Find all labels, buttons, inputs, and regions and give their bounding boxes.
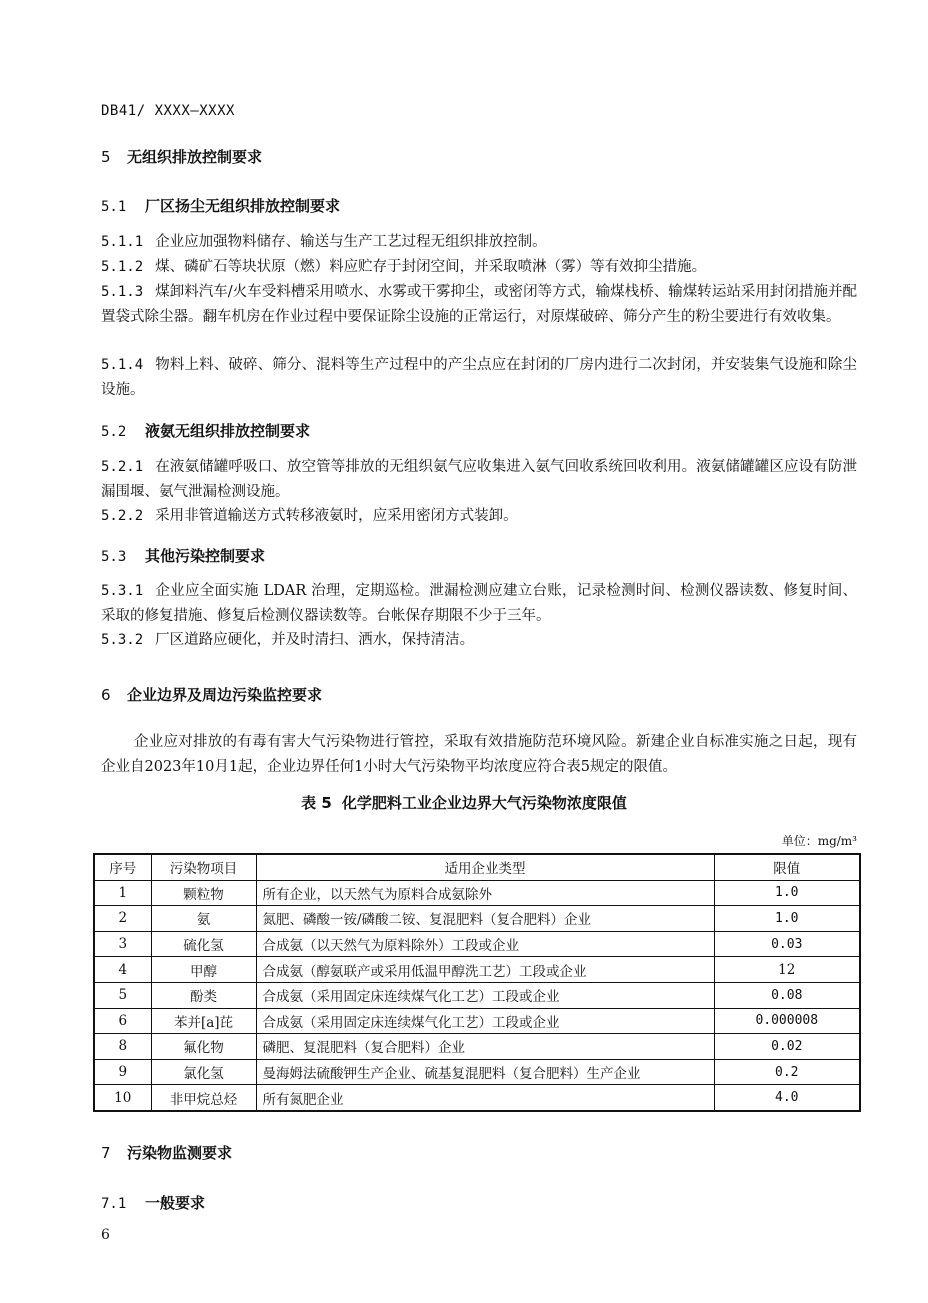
table-unit: 单位：mg/m³: [781, 834, 857, 848]
section-number: 5: [101, 148, 111, 166]
page-number: 6: [101, 1227, 110, 1243]
section-number: 6: [101, 686, 111, 704]
clause-text: 煤、磷矿石等块状原（燃）料应贮存于封闭空间，并采取喷淋（雾）等有效抑尘措施。: [155, 259, 707, 275]
clause-5-2-2: [101, 504, 857, 529]
pollutant-limits-table: [93, 853, 861, 1112]
cell-limit: 0.000008: [714, 1008, 860, 1034]
clause-text: 在液氨储罐呼吸口、放空管等排放的无组织氨气应收集进入氨气回收系统回收利用。液氨储罐罐区应设有防泄漏围堰、氨气泄漏检测设施。: [101, 459, 857, 500]
clause-text: 煤卸料汽车/火车受料槽采用喷水、水雾或干雾抑尘，或密闭等方式，输煤栈桥、输煤转运站采用封闭措施并配置袋式除尘器。翻车机房在作业过程中要保证除尘设施的正常运行，对原煤破碎、筛分产生的粉尘要进行有效收集。: [101, 284, 857, 325]
cell-pollutant: 氟化物: [151, 1034, 256, 1060]
cell-limit: 0.08: [714, 982, 860, 1008]
clause-text: 采用非管道输送方式转移液氨时，应采用密闭方式装卸。: [155, 508, 518, 524]
clause-number: 5.1.3: [101, 284, 144, 300]
cell-limit: 0.03: [714, 931, 860, 957]
section-title: 企业边界及周边污染监控要求: [127, 686, 323, 704]
cell-limit: 12: [714, 957, 860, 983]
cell-limit: 0.02: [714, 1034, 860, 1060]
cell-pollutant: 甲醇: [151, 957, 256, 983]
subsection-number: 5.2: [101, 424, 127, 440]
subsection-number: 7.1: [101, 1196, 127, 1212]
cell-enterprise-type: 所有氮肥企业: [256, 1085, 714, 1111]
cell-limit: 0.2: [714, 1059, 860, 1085]
table-5-caption: [0, 792, 928, 813]
cell-enterprise-type: 曼海姆法硫酸钾生产企业、硫基复混肥料（复合肥料）生产企业: [256, 1059, 714, 1085]
cell-index: 5: [94, 982, 151, 1008]
section-6-heading: [101, 684, 322, 705]
section-6-paragraph: 企业应对排放的有毒有害大气污染物进行管控，采取有效措施防范环境风险。新建企业自标准实施之日起，现有企业自2023年10月1起，企业边界任何1小时大气污染物平均浓度应符合表5规定的限值。: [101, 734, 857, 775]
subsection-title: 其他污染控制要求: [145, 547, 266, 565]
section-title: 污染物监测要求: [127, 1144, 233, 1162]
cell-pollutant: 非甲烷总烃: [151, 1085, 256, 1111]
clause-5-1-2: [101, 255, 857, 280]
table-row: [94, 931, 860, 957]
section-5-3-heading: [101, 545, 265, 566]
table-row: [94, 1008, 860, 1034]
cell-enterprise-type: 磷肥、复混肥料（复合肥料）企业: [256, 1034, 714, 1060]
clause-number: 5.2.2: [101, 508, 144, 524]
table-row: [94, 1085, 860, 1111]
section-5-heading: [101, 146, 262, 167]
cell-enterprise-type: 合成氨（以天然气为原料除外）工段或企业: [256, 931, 714, 957]
cell-limit: 1.0: [714, 880, 860, 906]
section-7-1-heading: [101, 1192, 205, 1213]
column-header-pollutant: 污染物项目: [151, 854, 256, 880]
cell-pollutant: 硫化氢: [151, 931, 256, 957]
section-title: 无组织排放控制要求: [127, 148, 263, 166]
clause-number: 5.3.2: [101, 632, 144, 648]
subsection-title: 液氨无组织排放控制要求: [145, 422, 311, 440]
cell-enterprise-type: 所有企业，以天然气为原料合成氨除外: [256, 880, 714, 906]
table-header-row: [94, 854, 860, 880]
cell-enterprise-type: 氮肥、磷酸一铵/磷酸二铵、复混肥料（复合肥料）企业: [256, 906, 714, 932]
clause-number: 5.2.1: [101, 459, 144, 475]
cell-limit: 4.0: [714, 1085, 860, 1111]
subsection-number: 5.1: [101, 199, 127, 215]
section-5-2-heading: [101, 420, 310, 441]
cell-pollutant: 氯化氢: [151, 1059, 256, 1085]
column-header-enterprise-type: 适用企业类型: [256, 854, 714, 880]
cell-pollutant: 酚类: [151, 982, 256, 1008]
column-header-limit: 限值: [714, 854, 860, 880]
clause-5-1-1: [101, 230, 857, 255]
clause-5-1-3: [101, 280, 857, 330]
cell-pollutant: 苯并[a]芘: [151, 1008, 256, 1034]
cell-pollutant: 颗粒物: [151, 880, 256, 906]
cell-index: 9: [94, 1059, 151, 1085]
cell-limit: 1.0: [714, 906, 860, 932]
cell-index: 8: [94, 1034, 151, 1060]
clause-number: 5.1.4: [101, 357, 144, 373]
cell-index: 10: [94, 1085, 151, 1111]
section-7-heading: [101, 1142, 232, 1163]
clause-number: 5.3.1: [101, 583, 144, 599]
cell-enterprise-type: 合成氨（醇氨联产或采用低温甲醇洗工艺）工段或企业: [256, 957, 714, 983]
table-row: [94, 1034, 860, 1060]
table-row: [94, 906, 860, 932]
clause-5-3-2: [101, 628, 857, 653]
cell-pollutant: 氨: [151, 906, 256, 932]
clause-text: 厂区道路应硬化，并及时清扫、洒水，保持清洁。: [155, 632, 475, 648]
clause-number: 5.1.1: [101, 234, 144, 250]
cell-enterprise-type: 合成氨（采用固定床连续煤气化工艺）工段或企业: [256, 982, 714, 1008]
clause-number: 5.1.2: [101, 259, 144, 275]
clause-text: 企业应全面实施 LDAR 治理，定期巡检。泄漏检测应建立台账，记录检测时间、检测仪器读数、修复时间、采取的修复措施、修复后检测仪器读数等。台帐保存期限不少于三年。: [101, 583, 857, 624]
table-row: [94, 982, 860, 1008]
subsection-title: 厂区扬尘无组织排放控制要求: [145, 197, 341, 215]
subsection-title: 一般要求: [145, 1194, 206, 1212]
clause-5-2-1: [101, 455, 857, 505]
cell-index: 1: [94, 880, 151, 906]
cell-index: 4: [94, 957, 151, 983]
table-row: [94, 957, 860, 983]
section-number: 7: [101, 1144, 111, 1162]
table-title: 化学肥料工业企业边界大气污染物浓度限值: [341, 794, 627, 812]
cell-index: 6: [94, 1008, 151, 1034]
clause-5-1-4: [101, 353, 857, 403]
column-header-index: 序号: [94, 854, 151, 880]
cell-enterprise-type: 合成氨（采用固定床连续煤气化工艺）工段或企业: [256, 1008, 714, 1034]
table-row: [94, 880, 860, 906]
cell-index: 3: [94, 931, 151, 957]
table-row: [94, 1059, 860, 1085]
clause-5-3-1: [101, 579, 857, 629]
clause-text: 企业应加强物料储存、输送与生产工艺过程无组织排放控制。: [155, 234, 547, 250]
clause-text: 物料上料、破碎、筛分、混料等生产过程中的产尘点应在封闭的厂房内进行二次封闭，并安装集气设施和除尘设施。: [101, 357, 857, 398]
subsection-number: 5.3: [101, 549, 127, 565]
section-5-1-heading: [101, 195, 340, 216]
document-id-header: DB41/ XXXX—XXXX: [101, 103, 235, 119]
cell-index: 2: [94, 906, 151, 932]
table-label: 表 5: [301, 794, 332, 812]
